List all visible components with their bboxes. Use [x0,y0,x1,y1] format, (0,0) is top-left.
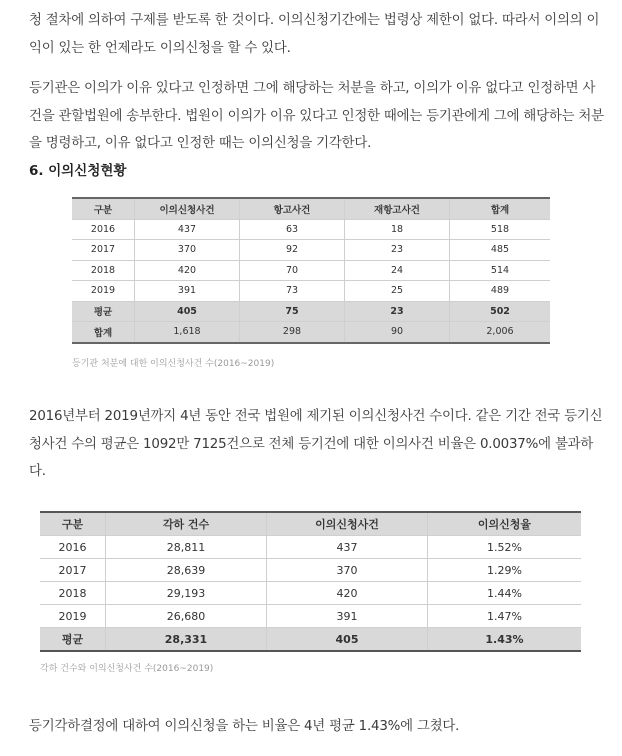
table-cell: 2017 [40,559,106,582]
table-cell: 1.47% [428,605,582,628]
table-header-cell: 항고사건 [240,198,345,219]
table-cell: 518 [450,219,551,240]
table-cell: 25 [345,281,450,302]
table-cell: 18 [345,219,450,240]
table-row [40,536,581,559]
table-cell: 28,639 [106,559,267,582]
table-cell: 391 [135,281,240,302]
table-header-row [72,198,550,219]
table-cell: 2016 [40,536,106,559]
table-cell: 485 [450,240,551,261]
table-cell: 23 [345,301,450,322]
table-header-cell: 구분 [40,512,106,536]
table-cell: 391 [267,605,428,628]
table-header-cell: 각하 건수 [106,512,267,536]
table-cell: 502 [450,301,551,322]
dismissal-objection-rate-table [40,511,581,652]
table-cell: 26,680 [106,605,267,628]
table-cell: 370 [135,240,240,261]
table-cell: 405 [267,628,428,652]
table-cell: 1.29% [428,559,582,582]
table-row-total [72,322,550,343]
table-cell: 2018 [40,582,106,605]
table-row [40,605,581,628]
table-row-average [40,628,581,652]
table-cell: 73 [240,281,345,302]
table-row [40,559,581,582]
table-cell: 420 [135,260,240,281]
table-row [72,260,550,281]
objection-cases-table [72,197,550,344]
table2-caption: 각하 건수와 이의신청사건 수(2016~2019) [40,664,214,674]
table-cell: 29,193 [106,582,267,605]
table-cell: 2018 [72,260,135,281]
table-cell: 437 [267,536,428,559]
paragraph-registrar-handling: 등기관은 이의가 이유 있다고 인정하면 그에 해당하는 처분을 하고, 이의가 이유 없다고 인정하면 사건을 관할법원에 송부한다. 법원이 이의가 이유 있다고 인정한 때에는 등기관에게 그에 해당하는 처분을 명령하고, 이유 없다고 인정한 때는 이의신청을 기각한다. [29,81,604,151]
table-header-cell: 구분 [72,198,135,219]
paragraph-objection-ratio: 2016년부터 2019년까지 4년 동안 전국 법원에 제기된 이의신청사건 수이다. 같은 기간 전국 등기신청사건 수의 평균은 1092만 7125건으로 전체 등기건에 대한 이의사건 비율은 0.0037%에 불과하다. [29,409,603,479]
paragraph-conclusion: 등기각하결정에 대하여 이의신청을 하는 비율은 4년 평균 1.43%에 그쳤다. [29,719,460,734]
table-row [72,240,550,261]
table-header-cell: 이의신청사건 [267,512,428,536]
table-header-cell: 합계 [450,198,551,219]
table-cell: 2,006 [450,322,551,343]
table-cell: 2019 [72,281,135,302]
table-cell: 28,811 [106,536,267,559]
table-cell: 405 [135,301,240,322]
table-header-cell: 재항고사건 [345,198,450,219]
table-cell: 90 [345,322,450,343]
table-cell: 1.43% [428,628,582,652]
table-header-cell: 이의신청사건 [135,198,240,219]
table-row-average [72,301,550,322]
table-cell: 24 [345,260,450,281]
table-cell: 298 [240,322,345,343]
table-cell: 1.44% [428,582,582,605]
table-cell: 370 [267,559,428,582]
table-cell: 28,331 [106,628,267,652]
table-cell: 1,618 [135,322,240,343]
table-row [72,281,550,302]
table-cell: 514 [450,260,551,281]
table-cell: 평균 [72,301,135,322]
table-header-cell: 이의신청율 [428,512,582,536]
table-cell: 1.52% [428,536,582,559]
table-row [40,582,581,605]
table-cell: 70 [240,260,345,281]
table1-caption: 등기관 처분에 대한 이의신청사건 수(2016~2019) [72,359,275,369]
table-cell: 2017 [72,240,135,261]
section-heading: 6. 이의신청현황 [29,163,127,179]
paragraph-objection-period: 청 절차에 의하여 구제를 받도록 한 것이다. 이의신청기간에는 법령상 제한이 없다. 따라서 이의의 이익이 있는 한 언제라도 이의신청을 할 수 있다. [29,13,600,56]
table-cell: 합계 [72,322,135,343]
table-cell: 489 [450,281,551,302]
table-header-row [40,512,581,536]
table-cell: 2019 [40,605,106,628]
table-row [72,219,550,240]
table-cell: 2016 [72,219,135,240]
table-cell: 437 [135,219,240,240]
table-cell: 92 [240,240,345,261]
table-cell: 평균 [40,628,106,652]
table-cell: 75 [240,301,345,322]
table-cell: 23 [345,240,450,261]
table-cell: 420 [267,582,428,605]
table-cell: 63 [240,219,345,240]
